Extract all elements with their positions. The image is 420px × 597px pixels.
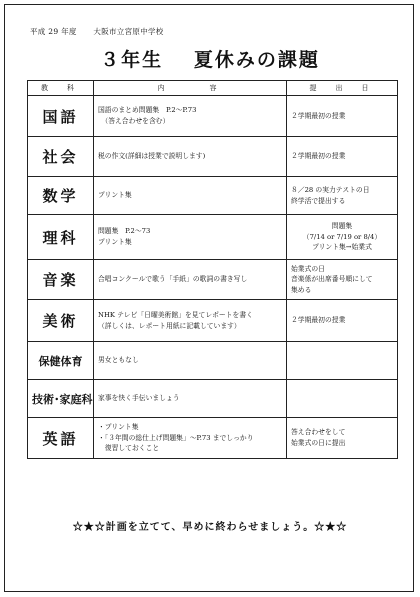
page-title [0, 45, 420, 72]
content-line: 税の作文(詳細は授業で説明します) [98, 152, 206, 161]
subject-cell: 社会 [28, 137, 94, 177]
content-line: ・プリント集 [98, 423, 139, 432]
due-line: ２学期最初の授業 [291, 111, 346, 120]
due-cell [287, 380, 398, 418]
content-cell [94, 96, 287, 137]
table-row [28, 380, 398, 418]
subject-cell: 技術･家庭科 [28, 380, 94, 418]
table-row [28, 137, 398, 177]
column-header-subject: 教 科 [28, 81, 94, 96]
content-line: （答え合わせを含む） [98, 117, 170, 125]
content-line: プリント集 [98, 191, 132, 200]
column-header-content: 内 容 [94, 81, 287, 96]
due-line: 問題集 [331, 222, 353, 231]
subject-cell: 音楽 [28, 260, 94, 300]
school-year: 平成 29 年度 [30, 27, 77, 36]
due-line: プリント集→始業式 [312, 243, 372, 252]
header-line [30, 26, 164, 37]
due-line: 集める [291, 285, 312, 294]
content-cell [94, 418, 287, 459]
due-line: 始業式の日 [291, 264, 325, 273]
table-row [28, 96, 398, 137]
assignment-table [27, 80, 398, 459]
table-row [28, 215, 398, 260]
content-line: 家事を快く手伝いましょう [98, 394, 180, 403]
table-row [28, 418, 398, 459]
subject-cell: 理科 [28, 215, 94, 260]
due-line: ２学期最初の授業 [291, 152, 346, 161]
due-line: 始業式の日に提出 [291, 439, 346, 447]
subject-cell: 数学 [28, 177, 94, 215]
due-line: 答え合わせをして [291, 428, 346, 437]
due-cell [287, 177, 398, 215]
content-line: 国語のまとめ問題集 P.2～P.73 [98, 106, 197, 115]
footer-message: ☆★☆計画を立てて、早めに終わらせましょう。☆★☆ [72, 522, 348, 533]
due-line: ８／28 の実力テストの日 [291, 185, 370, 194]
content-cell [94, 300, 287, 342]
content-line: 合唱コンクールで歌う「手紙」の歌詞の書き写し [98, 275, 248, 284]
content-cell [94, 215, 287, 260]
due-cell [287, 300, 398, 342]
table-row [28, 260, 398, 300]
content-cell [94, 342, 287, 380]
content-line: 復習しておくこと [98, 444, 160, 453]
table-header-row [28, 81, 398, 96]
table-row [28, 300, 398, 342]
school-name: 大阪市立宮原中学校 [93, 27, 164, 36]
due-cell [287, 96, 398, 137]
content-cell [94, 260, 287, 300]
content-line: 問題集 P.2～73 [98, 227, 151, 236]
due-cell [287, 418, 398, 459]
content-cell [94, 177, 287, 215]
due-cell [287, 215, 398, 260]
content-line: NHK テレビ「日曜美術館」を見てレポートを書く [98, 310, 253, 319]
subject-cell: 保健体育 [28, 342, 94, 380]
due-line: （7/14 or 7/19 or 8/4） [302, 232, 382, 241]
subject-cell: 国語 [28, 96, 94, 137]
content-cell [94, 380, 287, 418]
content-line: （詳しくは、レポート用紙に記載しています） [98, 321, 241, 330]
title-grade: ３年生 [100, 49, 164, 71]
content-cell [94, 137, 287, 177]
due-cell [287, 137, 398, 177]
due-cell [287, 260, 398, 300]
due-cell [287, 342, 398, 380]
due-line: 終学活で提出する [291, 196, 346, 205]
content-line: 男女ともなし [98, 356, 139, 365]
content-line: ・「３年間の総仕上げ問題集」～P.73 までしっかり [98, 433, 254, 442]
subject-cell: 美術 [28, 300, 94, 342]
title-subject: 夏休みの課題 [193, 49, 320, 71]
due-line: 音楽係が出席番号順にして [291, 275, 373, 284]
table-row [28, 342, 398, 380]
content-line: プリント集 [98, 238, 132, 246]
column-header-due: 提 出 日 [287, 81, 398, 96]
due-line: ２学期最初の授業 [291, 316, 346, 325]
table-row [28, 177, 398, 215]
subject-cell: 英語 [28, 418, 94, 459]
